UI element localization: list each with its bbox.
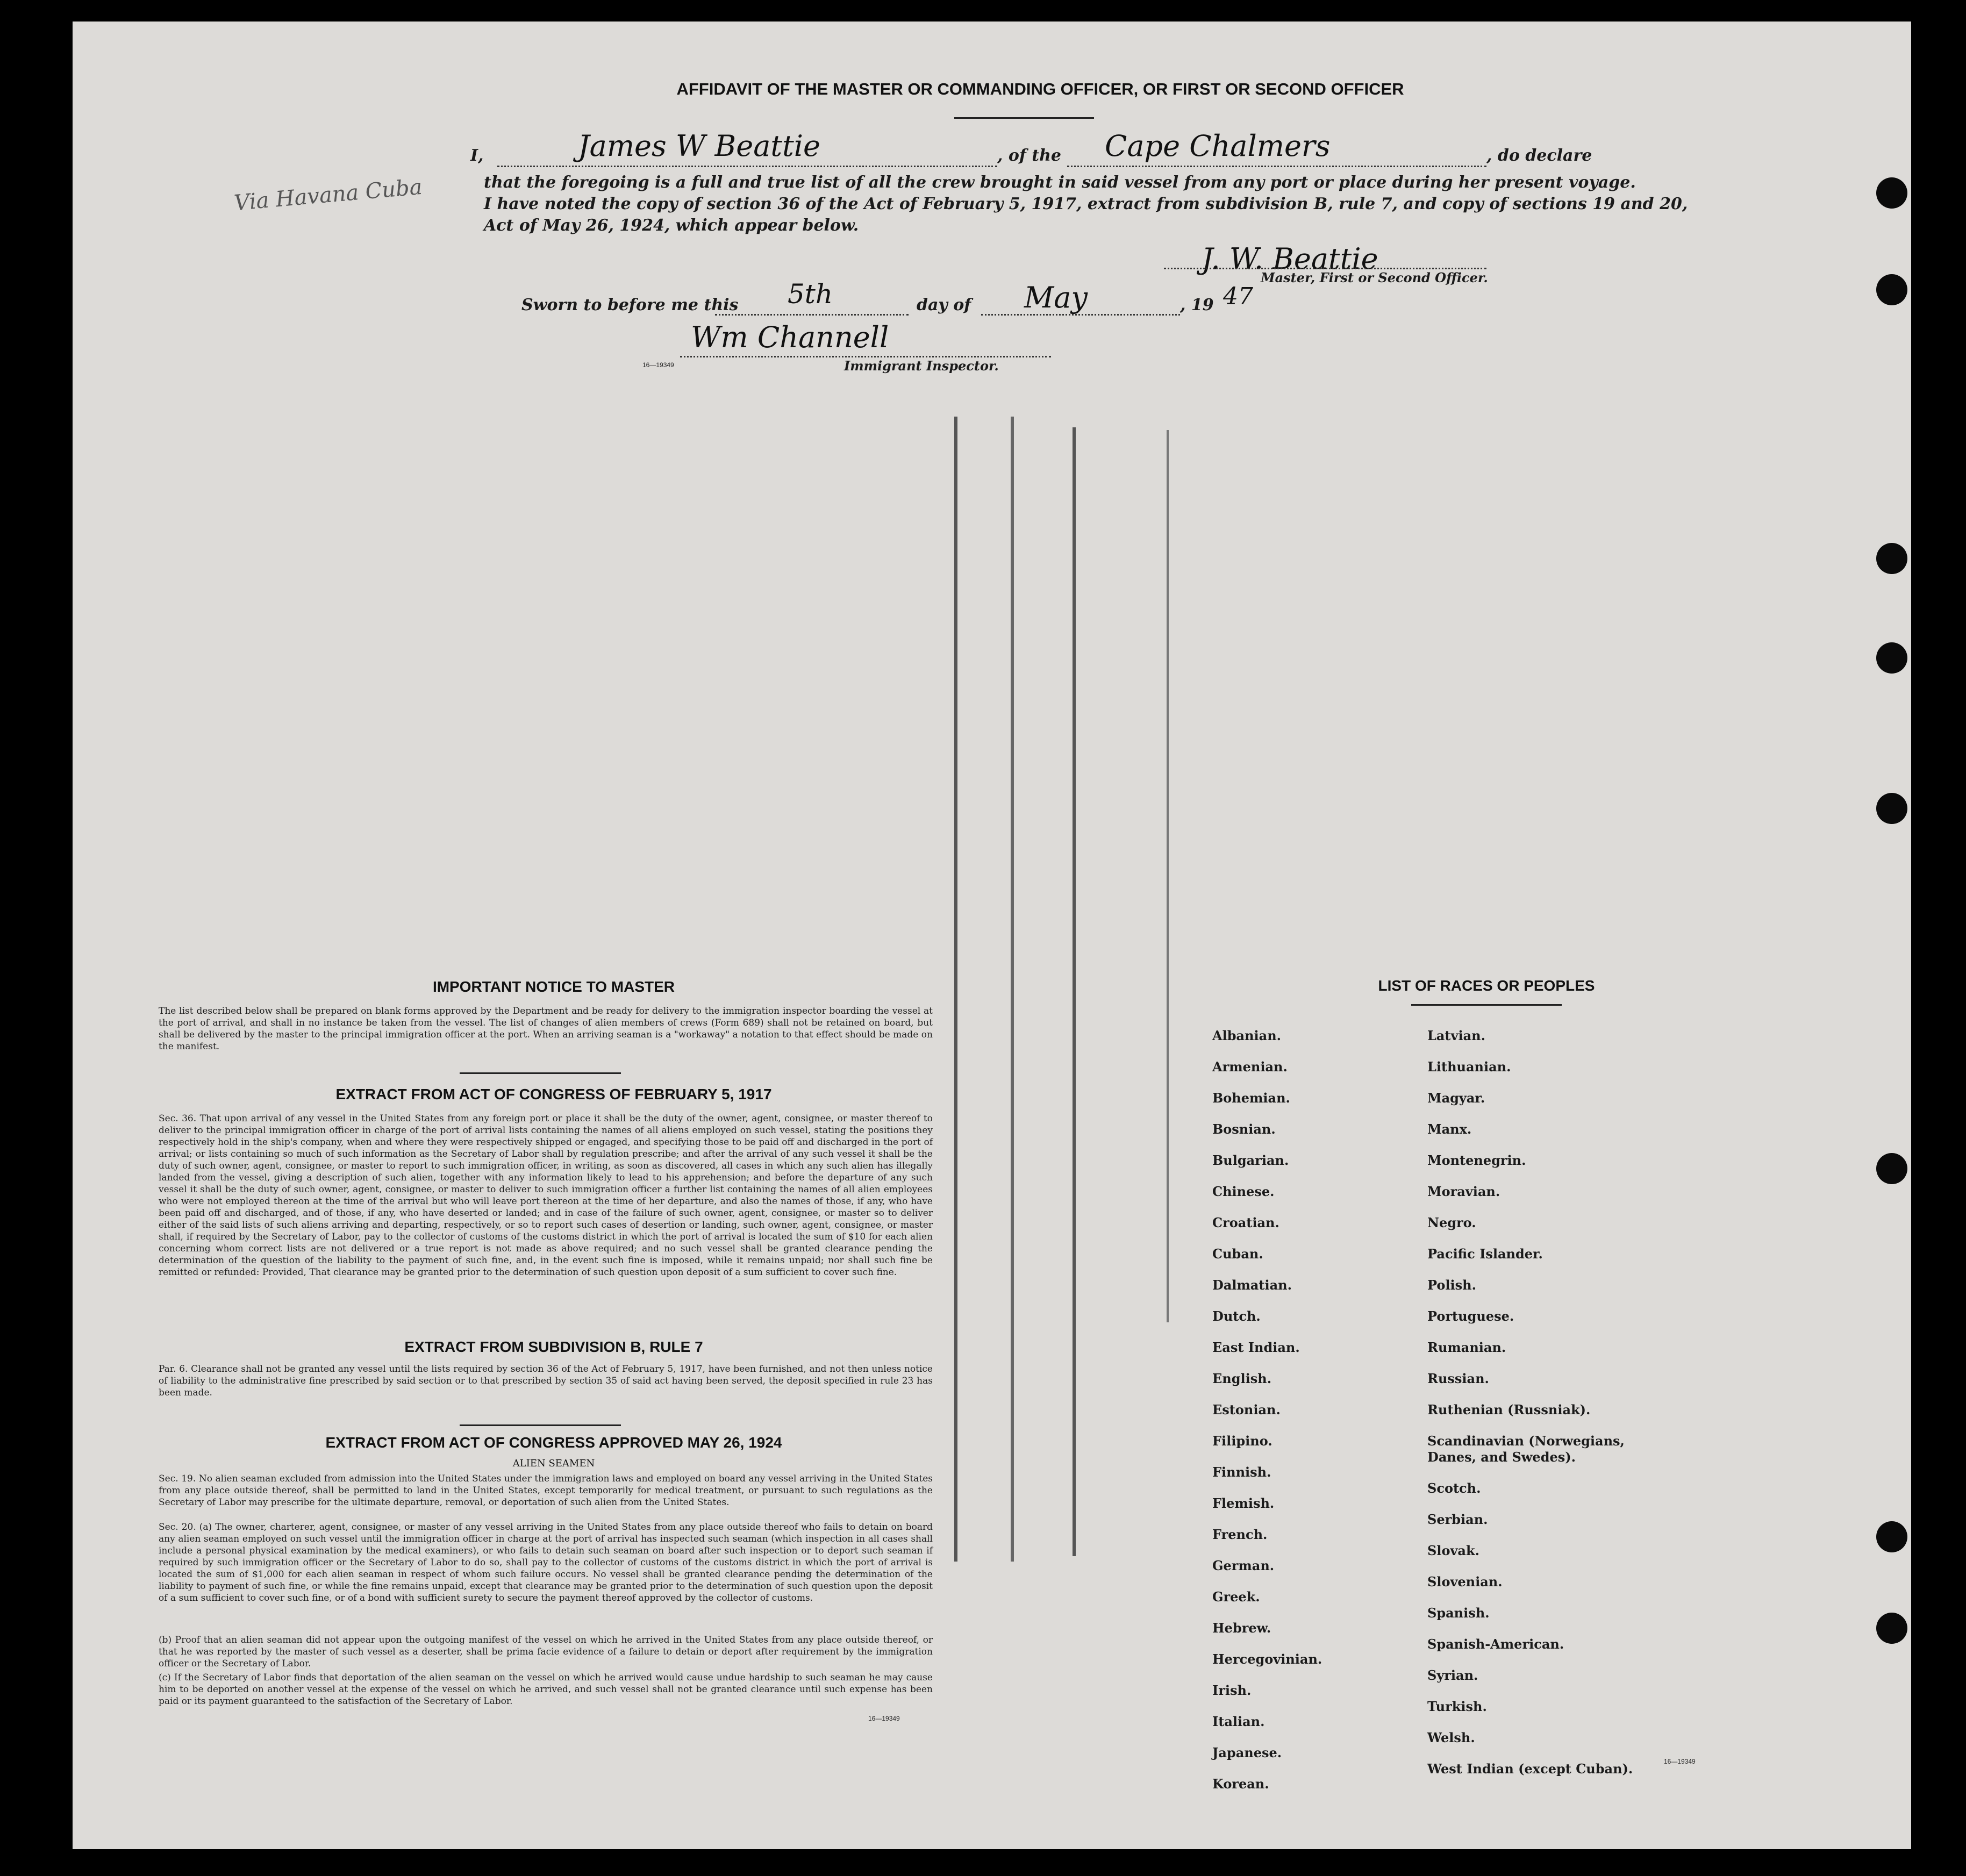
affidavit-of-the: , of the — [997, 146, 1062, 165]
race-item-right: Turkish. — [1427, 1699, 1487, 1714]
race-item-left: Irish. — [1212, 1682, 1252, 1698]
race-item-right: Scotch. — [1427, 1480, 1481, 1496]
affidavit-line-4: Act of May 26, 1924, which appear below. — [484, 216, 859, 235]
sec-20b-body: (b) Proof that an alien seaman did not appear upon the outgoing manifest of the vessel on which he arrived in the United States from any place outside thereof, or that he was reported by the master of such vessel as a deserter, shall be prima facie evidence of a failure to detain or deport after requirement by the immigration officer or the Secretary of Labor. — [159, 1635, 933, 1669]
races-divider — [1411, 1004, 1562, 1006]
column-rule — [1011, 417, 1014, 1562]
race-item-right: West Indian (except Cuban). — [1427, 1761, 1633, 1777]
race-item-right: Danes, and Swedes). — [1427, 1449, 1576, 1465]
affidavit-title: AFFIDAVIT OF THE MASTER OR COMMANDING OFFICER, OR FIRST OR SECOND OFFICER — [676, 80, 1404, 98]
affidavit-do-declare: , do declare — [1486, 146, 1592, 165]
race-item-left: French. — [1212, 1527, 1268, 1542]
vessel-line — [1067, 166, 1486, 167]
race-item-right: Ruthenian (Russniak). — [1427, 1402, 1591, 1417]
race-item-left: Bulgarian. — [1212, 1152, 1289, 1168]
affidavit-i: I, — [470, 146, 484, 165]
race-item-left: Cuban. — [1212, 1246, 1263, 1262]
year-prefix: , 19 — [1180, 296, 1214, 314]
sec-20a-body: Sec. 20. (a) The owner, charterer, agent, consignee, or master of any vessel arriving in the United States from any place outside thereof who fails to detain on board any alien seaman employed on such vessel until the immigration officer in charge at the port of arrival has inspected such seaman (which inspection in all cases shall include a personal physical examination by the medical examiners), or who fails to detain such seaman on board after such inspection or to deport such seaman if required by such immigration officer or the Secretary of Labor to do so, shall pay to the collector of customs of the customs district in which the port of arrival is located the sum of $1,000 for each alien seaman in respect of whom such failure occurs. No vessel shall be granted clearance pending the determination of the liability to payment of such fine, or while the fine remains unpaid, except that clearance may be granted prior to the determination of such question upon the deposit of a sum sufficient to cover such fine, or of a bond with sufficient surety to secure the payment thereof approved by the collector of customs. — [159, 1522, 933, 1603]
race-item-left: Dutch. — [1212, 1308, 1261, 1324]
race-item-left: Armenian. — [1212, 1059, 1288, 1075]
race-item-right: Syrian. — [1427, 1667, 1478, 1683]
punch-hole — [1876, 274, 1907, 305]
day-of-text: day of — [917, 296, 971, 314]
race-item-right: Slovenian. — [1427, 1574, 1503, 1589]
race-item-left: Chinese. — [1212, 1184, 1275, 1199]
master-name-handwritten: James W Beattie — [578, 129, 821, 163]
race-item-right: Portuguese. — [1427, 1308, 1514, 1324]
race-item-left: Dalmatian. — [1212, 1277, 1292, 1293]
notice-body: The list described below shall be prepared on blank forms approved by the Department and be ready for delivery to the immigration inspector boarding the vessel at the port of arrival, and shall in no instance be taken from the vessel. The list of changes of alien members of crews (Form 689) shall not be retained on board, but shall be delivered by the master to the principal immigration officer at the port. When an arriving seaman is a "workaway" a notation to that effect should be made on the manifest. — [159, 1006, 933, 1052]
race-item-right: Spanish-American. — [1427, 1636, 1564, 1652]
inspector-line — [680, 356, 1051, 357]
master-label: Master, First or Second Officer. — [1261, 270, 1488, 285]
rule7-body: Par. 6. Clearance shall not be granted any vessel until the lists required by section 36 of the Act of February 5, 1917, have been furnished, and not then unless notice of liability to the administrative fine prescribed by said section or to that prescribed by section 35 of said act having been served, the deposit specified in rule 23 has been made. — [159, 1364, 933, 1398]
notice-title: IMPORTANT NOTICE TO MASTER — [432, 978, 675, 995]
punch-hole — [1876, 177, 1907, 209]
extract-1924-title: EXTRACT FROM ACT OF CONGRESS APPROVED MAY 26, 1924 — [325, 1434, 782, 1451]
race-item-left: English. — [1212, 1371, 1272, 1386]
column-rule — [1167, 430, 1169, 1322]
punch-hole — [1876, 543, 1907, 574]
year-handwritten: 47 — [1223, 283, 1253, 310]
punch-hole — [1876, 1153, 1907, 1184]
race-item-right: Pacific Islander. — [1427, 1246, 1543, 1262]
race-item-left: Flemish. — [1212, 1495, 1275, 1511]
sec-20c-body: (c) If the Secretary of Labor finds that deportation of the alien seaman on the vessel on which he arrived would cause undue hardship to such seaman he may cause him to be deported on another vessel at the expense of the vessel on which he arrived, and such vessel shall not be granted clearance until such expense has been paid or its payment guaranteed to the satisfaction of the Secretary of Labor. — [159, 1672, 933, 1707]
inspector-label: Immigrant Inspector. — [844, 358, 999, 374]
title-underline — [954, 117, 1094, 119]
affidavit-line-3: I have noted the copy of section 36 of the Act of February 5, 1917, extract from subdivision B, rule 7, and copy of sections 19 and 20, — [484, 195, 1688, 213]
month-line — [981, 314, 1180, 316]
punch-hole — [1876, 1613, 1907, 1644]
race-item-right: Negro. — [1427, 1215, 1476, 1230]
race-item-right: Polish. — [1427, 1277, 1476, 1293]
race-item-left: Filipino. — [1212, 1433, 1272, 1449]
rule7-divider — [460, 1424, 621, 1426]
race-item-right: Spanish. — [1427, 1605, 1490, 1621]
vessel-name-handwritten: Cape Chalmers — [1105, 129, 1331, 163]
race-item-left: Italian. — [1212, 1714, 1265, 1729]
punch-hole — [1876, 1521, 1907, 1552]
race-item-left: Estonian. — [1212, 1402, 1281, 1417]
race-item-right: Magyar. — [1427, 1090, 1485, 1106]
column-rule — [1073, 427, 1076, 1556]
race-item-left: German. — [1212, 1558, 1275, 1573]
race-item-left: Croatian. — [1212, 1215, 1279, 1230]
month-handwritten: May — [1024, 281, 1088, 314]
race-item-right: Latvian. — [1427, 1028, 1485, 1043]
signature-line — [1164, 268, 1486, 269]
extract-1917-title: EXTRACT FROM ACT OF CONGRESS OF FEBRUARY 5, 1917 — [335, 1086, 772, 1102]
races-title: LIST OF RACES OR PEOPLES — [1378, 977, 1595, 994]
race-item-right: Slovak. — [1427, 1543, 1479, 1558]
day-handwritten: 5th — [788, 278, 833, 310]
race-item-right: Manx. — [1427, 1121, 1472, 1137]
race-item-left: Greek. — [1212, 1589, 1260, 1605]
sec-19-body: Sec. 19. No alien seaman excluded from admission into the United States under the immigration laws and employed on board any vessel arriving in the United States from any place outside thereof, shall be permitted to land in the United States, except temporarily for medical treatment, or pursuant to such regulations as the Secretary of Labor may prescribe for the ultimate departure, removal, or deportation of such alien from the United States. — [159, 1473, 933, 1508]
document-sheet — [73, 22, 1911, 1849]
race-item-left: East Indian. — [1212, 1340, 1300, 1355]
notice-divider — [460, 1072, 621, 1074]
races-form-number: 16—19349 — [1664, 1758, 1696, 1765]
race-item-left: Korean. — [1212, 1776, 1269, 1792]
race-item-right: Moravian. — [1427, 1184, 1500, 1199]
race-item-right: Russian. — [1427, 1371, 1489, 1386]
master-signature-handwritten: J. W. Beattie — [1202, 242, 1378, 276]
day-line — [715, 314, 909, 316]
alien-seamen-subtitle: ALIEN SEAMEN — [512, 1458, 595, 1469]
race-item-left: Finnish. — [1212, 1464, 1271, 1480]
name-line — [497, 166, 997, 167]
punch-hole — [1876, 793, 1907, 824]
form-number-bottom: 16—19349 — [868, 1715, 900, 1722]
race-item-right: Welsh. — [1427, 1730, 1475, 1745]
margin-note-handwritten: Via Havana Cuba — [233, 174, 424, 216]
race-item-left: Hebrew. — [1212, 1620, 1271, 1636]
race-item-left: Bohemian. — [1212, 1090, 1290, 1106]
race-item-right: Rumanian. — [1427, 1340, 1506, 1355]
race-item-left: Bosnian. — [1212, 1121, 1276, 1137]
extract-1917-body: Sec. 36. That upon arrival of any vessel in the United States from any foreign port or place it shall be the duty of the owner, agent, consignee, or master thereof to deliver to the principal immigration officer in charge of the port of arrival lists containing the names of all aliens employed on such vessel, stating the positions they respectively hold in the ship's company, when and where they were respectively shipped or engaged, and specifying those to be paid off and discharged in the port of arrival; or lists containing so much of such information as the Secretary of Labor shall by regulation prescribe; and after the arrival of any such vessel it shall be the duty of such owner, agent, consignee, or master to report to such immigration officer, in writing, as soon as discovered, all cases in which any such alien has illegally landed from the vessel, giving a description of such alien, together with any information likely to lead to his apprehension; and before the departure of any such vessel it shall be the duty of such owner, agent, consignee, or master to deliver to such immigration officer a further list containing the names of all alien employees who were not employed thereon at the time of the arrival but who will leave port thereon at the time of her departure, and also the names of those, if any, who have been paid off and discharged, and of those, if any, who have deserted or landed; and in case of the failure of such owner, agent, consignee, or master so to deliver either of the said lists of such aliens arriving and departing, respectively, or so to report such cases of desertion or landing, such owner, agent, consignee, or master shall, if required by the Secretary of Labor, pay to the collector of customs of the customs district in which the port of arrival is located the sum of $10 for each alien concerning whom correct lists are not delivered or a true report is not made as above required; and no such vessel shall be granted clearance pending the determination of the question of the liability to the payment of such fine, and, in the event such fine is imposed, while it remains unpaid; nor shall such fine be remitted or refunded: Provided, That clearance may be granted prior to the determination of such question upon deposit of a sum sufficient to cover such fine. — [159, 1113, 933, 1278]
punch-hole — [1876, 642, 1907, 674]
race-item-right: Montenegrin. — [1427, 1152, 1526, 1168]
race-item-left: Hercegovinian. — [1212, 1651, 1322, 1667]
form-number-top: 16—19349 — [642, 361, 674, 369]
race-item-left: Japanese. — [1212, 1745, 1282, 1760]
affidavit-line-2: that the foregoing is a full and true list of all the crew brought in said vessel from any port or place during her present voyage. — [484, 173, 1636, 192]
race-item-right: Serbian. — [1427, 1512, 1488, 1527]
inspector-signature-handwritten: Wm Channell — [691, 320, 889, 354]
race-item-right: Scandinavian (Norwegians, — [1427, 1433, 1625, 1449]
race-item-left: Albanian. — [1212, 1028, 1281, 1043]
rule7-title: EXTRACT FROM SUBDIVISION B, RULE 7 — [404, 1338, 703, 1355]
race-item-right: Lithuanian. — [1427, 1059, 1511, 1075]
sworn-text: Sworn to before me this — [521, 296, 739, 314]
